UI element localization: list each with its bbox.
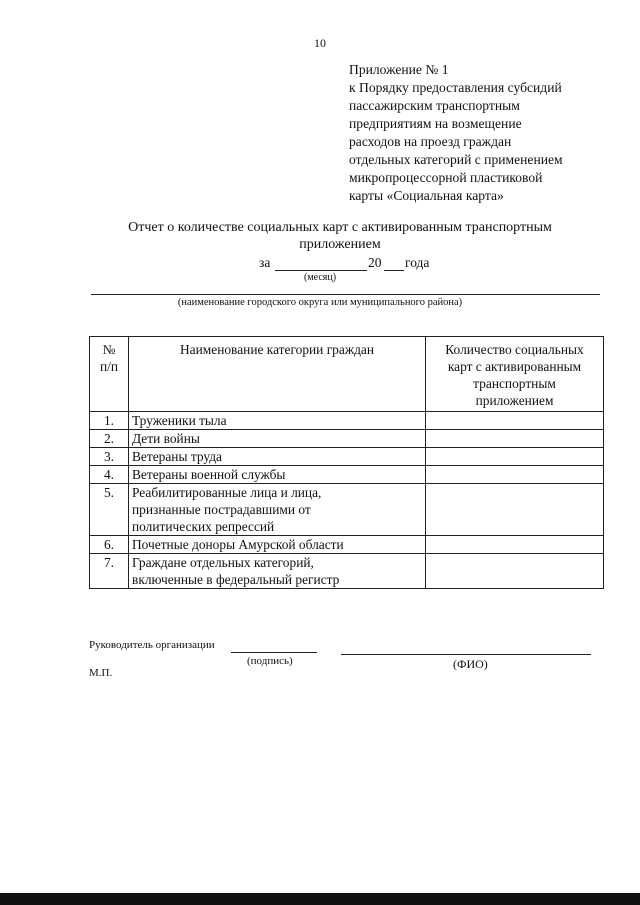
stamp-mark: М.П. — [89, 667, 113, 679]
appendix-line: Приложение № 1 — [349, 62, 449, 77]
header-num-line: п/п — [99, 359, 119, 374]
row-category — [129, 466, 426, 484]
header-count-line: транспортным — [473, 376, 556, 391]
scan-edge-bar — [0, 893, 640, 905]
appendix-line: пассажирским транспортным — [349, 98, 520, 113]
row-category — [129, 484, 426, 536]
row-category — [129, 412, 426, 430]
appendix-line: к Порядку предоставления субсидий — [349, 80, 562, 95]
row-num: 1. — [90, 412, 129, 430]
report-title — [60, 219, 620, 253]
appendix-line: отдельных категорий с применением — [349, 152, 563, 167]
row-num: 6. — [90, 536, 129, 554]
row-count-cell — [426, 430, 604, 448]
year-blank — [384, 270, 404, 271]
row-category — [129, 536, 426, 554]
appendix-line: микропроцессорной пластиковой — [349, 170, 543, 185]
row-category-line: Реабилитированные лица и лица, — [132, 485, 322, 500]
report-table — [89, 336, 604, 589]
table-row — [90, 430, 604, 448]
table-row — [90, 448, 604, 466]
row-num: 2. — [90, 430, 129, 448]
period-suffix: года — [405, 255, 430, 270]
month-hint: (месяц) — [304, 272, 337, 283]
header-count-line: карт с активированным — [447, 359, 582, 374]
month-blank — [275, 270, 367, 271]
row-count-cell — [426, 412, 604, 430]
signature-hint: (подпись) — [247, 655, 293, 667]
row-category-line: Почетные доноры Амурской области — [132, 537, 344, 552]
row-count-cell — [426, 536, 604, 554]
report-title-line: приложением — [299, 237, 381, 252]
table-row — [90, 536, 604, 554]
table-header-row — [90, 337, 604, 412]
row-num: 4. — [90, 466, 129, 484]
row-category-line: Дети войны — [132, 431, 200, 446]
row-count-cell — [426, 484, 604, 536]
signature-label: Руководитель организации — [89, 639, 215, 651]
row-count-cell — [426, 448, 604, 466]
table-row — [90, 484, 604, 536]
row-category-line: Ветераны труда — [132, 449, 222, 464]
signature-blank — [231, 652, 317, 653]
header-category: Наименование категории граждан — [129, 337, 426, 412]
row-category-line: Ветераны военной службы — [132, 467, 286, 482]
row-category-line: включенные в федеральный регистр — [132, 572, 340, 587]
appendix-header — [349, 61, 609, 205]
row-num: 7. — [90, 554, 129, 589]
appendix-line: карты «Социальная карта» — [349, 188, 504, 203]
header-num-line: № — [102, 342, 116, 357]
header-count — [426, 337, 604, 412]
appendix-line: предприятиям на возмещение — [349, 116, 522, 131]
table-row — [90, 412, 604, 430]
appendix-line: расходов на проезд граждан — [349, 134, 512, 149]
region-blank — [91, 294, 600, 295]
row-num: 5. — [90, 484, 129, 536]
row-category-line: Граждане отдельных категорий, — [132, 555, 314, 570]
row-category — [129, 554, 426, 589]
name-hint: (ФИО) — [453, 657, 488, 671]
page-number: 10 — [314, 36, 326, 50]
header-count-line: приложением — [475, 393, 554, 408]
row-category — [129, 430, 426, 448]
row-num: 3. — [90, 448, 129, 466]
table-row — [90, 466, 604, 484]
header-count-line: Количество социальных — [445, 342, 584, 357]
row-category-line: Труженики тыла — [132, 413, 227, 428]
row-count-cell — [426, 554, 604, 589]
row-category-line: политических репрессий — [132, 519, 275, 534]
table-row — [90, 554, 604, 589]
region-hint: (наименование городского округа или муниципального района) — [177, 297, 463, 308]
row-category — [129, 448, 426, 466]
header-num — [90, 337, 129, 412]
row-count-cell — [426, 466, 604, 484]
period-year-prefix: 20 — [368, 255, 382, 270]
row-category-line: признанные пострадавшими от — [132, 502, 311, 517]
period-prefix: за — [259, 255, 271, 270]
report-title-line: Отчет о количестве социальных карт с активированным транспортным — [128, 220, 552, 235]
name-blank — [341, 654, 591, 655]
